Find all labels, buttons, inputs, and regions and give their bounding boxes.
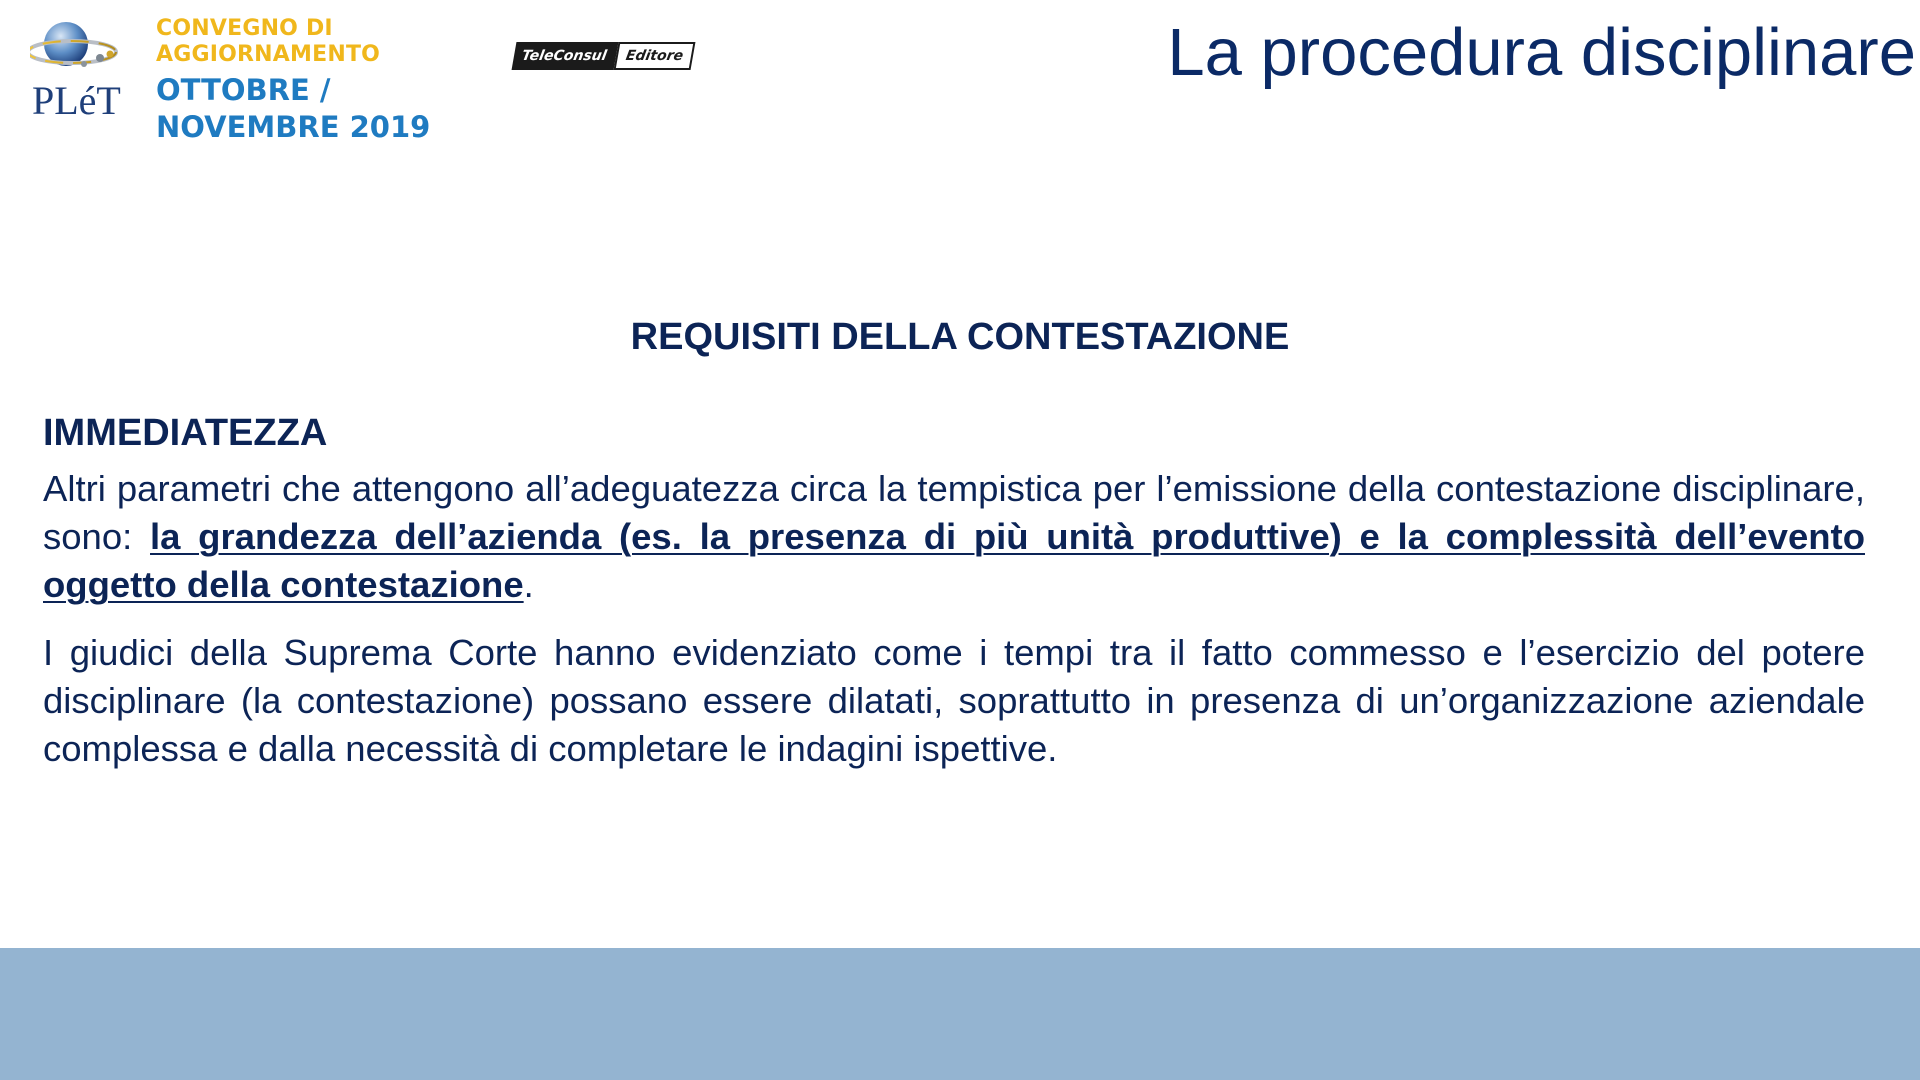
convegno-block <box>156 16 430 146</box>
plet-logo <box>30 14 130 124</box>
paragraph-parametri-lead: Altri parametri che attengono all’adeguatezza circa la tempistica per l’emissione della contestazione disciplinare, sono: <box>43 468 1865 557</box>
content-body <box>43 412 1865 773</box>
globe-logo-icon <box>30 14 130 124</box>
paragraph-parametri-tail: . <box>523 564 534 605</box>
section-heading: REQUISITI DELLA CONTESTAZIONE <box>630 316 1290 358</box>
convegno-line-2: AGGIORNAMENTO <box>156 41 381 67</box>
paragraph-parametri <box>43 465 1865 609</box>
teleconsul-editore-logo <box>514 42 693 70</box>
plet-logo-text: PLéT <box>32 78 121 123</box>
editore-label: Editore <box>613 42 695 70</box>
page-title: La procedura disciplinare <box>1167 15 1916 90</box>
date-line-1: OTTOBRE / <box>156 72 331 107</box>
convegno-line-1: CONVEGNO DI <box>156 16 333 41</box>
paragraph-parametri-emphasis: la grandezza dell’azienda (es. la presenza di più unità produttive) e la complessità dell’evento oggetto della contestazione <box>43 516 1865 605</box>
date-line-2: NOVEMBRE 2019 <box>156 110 431 145</box>
paragraph-suprema-corte: I giudici della Suprema Corte hanno evidenziato come i tempi tra il fatto commesso e l’esercizio del potere disciplinare (la contestazione) possano essere dilatati, soprattutto in presenza di un’organizzazione aziendale complessa e dalla necessità di completare le indagini ispettive. <box>43 632 1865 769</box>
footer-band <box>0 948 1920 1080</box>
teleconsul-label: TeleConsul <box>512 42 619 70</box>
subheading-immediatezza: IMMEDIATEZZA <box>43 412 328 454</box>
